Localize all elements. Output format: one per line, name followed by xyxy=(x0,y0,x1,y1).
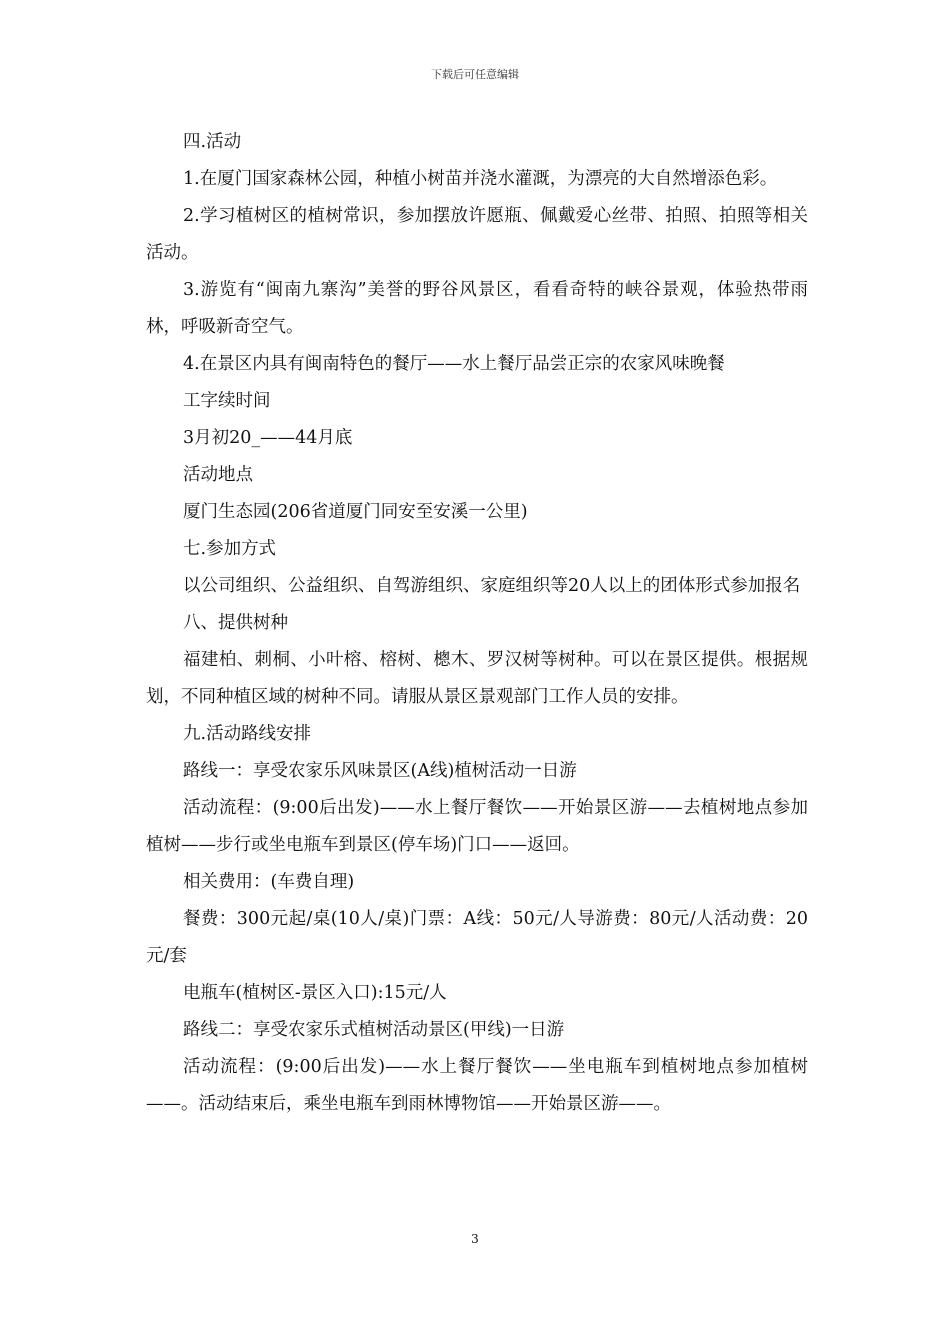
paragraph: 以公司组织、公益组织、自驾游组织、家庭组织等20人以上的团体形式参加报名 xyxy=(183,576,801,596)
paragraph: 路线一：享受农家乐风味景区(A线)植树活动一日游 xyxy=(183,761,577,781)
page-number: 3 xyxy=(471,1232,479,1246)
paragraph: 3.游览有“闽南九寨沟”美誉的野谷风景区，看看奇特的峡谷景观，体验热带雨林，呼吸新奇空气。 xyxy=(146,280,808,337)
section-heading-participation: 七.参加方式 xyxy=(183,539,277,559)
paragraph: 2.学习植树区的植树常识，参加摆放许愿瓶、佩戴爱心丝带、拍照、拍照等相关活动。 xyxy=(146,206,808,263)
paragraph: 3月初20_——44月底 xyxy=(183,428,353,448)
section-heading-location: 活动地点 xyxy=(183,465,253,485)
document-body xyxy=(146,124,808,1123)
paragraph: 1.在厦门国家森林公园，种植小树苗并浇水灌溉，为漂亮的大自然增添色彩。 xyxy=(183,169,778,189)
paragraph: 相关费用：(车费自理) xyxy=(183,872,355,892)
paragraph: 厦门生态园(206省道厦门同安至安溪一公里) xyxy=(183,502,528,522)
paragraph: 活动流程：(9:00后出发)——水上餐厅餐饮——坐电瓶车到植树地点参加植树——。活动结束后，乘坐电瓶车到雨林博物馆——开始景区游——。 xyxy=(146,1057,808,1114)
paragraph: 电瓶车(植树区-景区入口):15元/人 xyxy=(183,983,447,1003)
paragraph: 活动流程：(9:00后出发)——水上餐厅餐饮——开始景区游——去植树地点参加植树——步行或坐电瓶车到景区(停车场)门口——返回。 xyxy=(146,798,808,855)
paragraph: 4.在景区内具有闽南特色的餐厅——水上餐厅品尝正宗的农家风味晚餐 xyxy=(183,354,725,374)
paragraph: 福建柏、刺桐、小叶榕、榕树、樬木、罗汉树等树种。可以在景区提供。根据规划，不同种植区域的树种不同。请服从景区景观部门工作人员的安排。 xyxy=(146,650,808,707)
section-heading-duration: 工字续时间 xyxy=(183,391,271,411)
section-heading-routes: 九.活动路线安排 xyxy=(183,724,312,744)
paragraph: 餐费：300元起/桌(10人/桌)门票：A线：50元/人导游费：80元/人活动费：20元/套 xyxy=(146,909,808,966)
section-heading-tree-species: 八、提供树种 xyxy=(183,613,288,633)
page-header: 下载后可任意编辑 xyxy=(431,68,519,81)
paragraph: 路线二：享受农家乐式植树活动景区(甲线)一日游 xyxy=(183,1020,565,1040)
section-heading-activities: 四.活动 xyxy=(183,132,242,152)
